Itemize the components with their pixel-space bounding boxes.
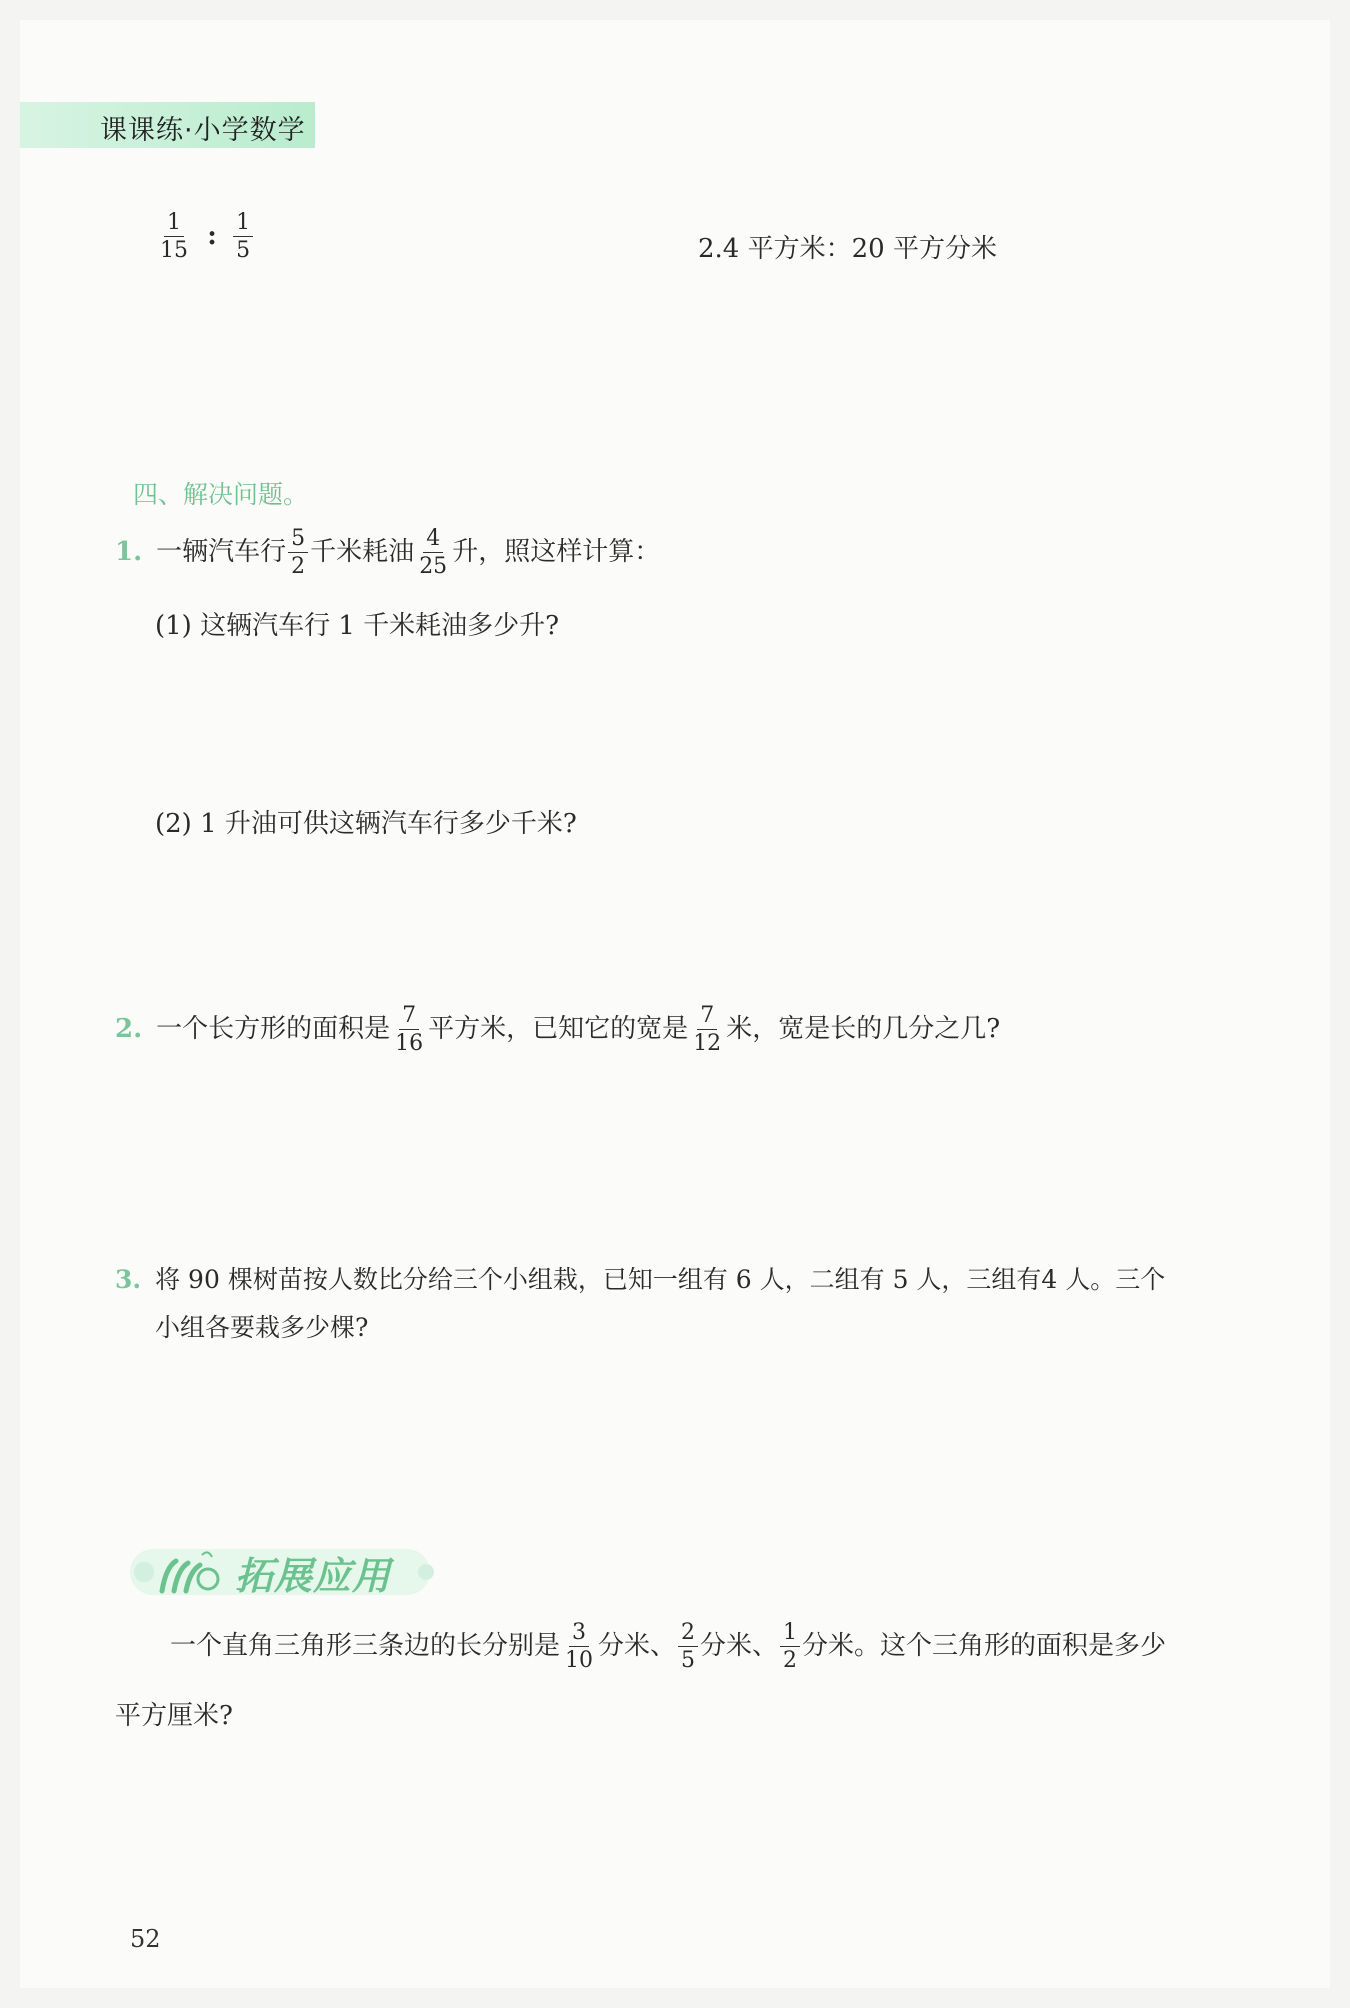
extension-title: 拓展应用 xyxy=(235,1554,392,1598)
bee-icon xyxy=(150,1547,230,1599)
fraction: $\frac{4}{25}$ xyxy=(419,526,448,579)
ratio-item-left xyxy=(155,212,255,262)
question-1-sub-2: (2) 1 升油可供这辆汽车行多少千米? xyxy=(155,809,577,839)
fraction: $\frac{1}{5}$ xyxy=(233,212,253,262)
ratio-item-right: 2.4 平方米：20 平方分米 xyxy=(698,234,997,264)
question-number: 3. xyxy=(115,1265,142,1294)
question-3-line-1: 3. 将 90 棵树苗按人数比分给三个小组栽，已知一组有 6 人，二组有 5 人，三组有4 人。三个 xyxy=(115,1265,1166,1294)
question-1-sub-1: (1) 这辆汽车行 1 千米耗油多少升? xyxy=(155,611,560,641)
fraction: $\frac{3}{10}$ xyxy=(565,1620,594,1673)
page-number: 52 xyxy=(130,1925,161,1953)
fraction: $\frac{1}{2}$ xyxy=(780,1622,800,1672)
question-3-line-2: 小组各要栽多少棵? xyxy=(155,1313,369,1342)
header-title: 课课练·小学数学 xyxy=(100,115,306,146)
workbook-page xyxy=(20,20,1330,1988)
fraction: $\frac{5}{2}$ xyxy=(288,528,308,578)
extension-badge xyxy=(130,1543,440,1601)
fraction: $\frac{7}{12}$ xyxy=(693,1003,722,1056)
fraction: $\frac{1}{15}$ xyxy=(160,210,188,263)
fraction: $\frac{2}{5}$ xyxy=(678,1622,698,1672)
ratio-separator: : xyxy=(207,221,217,251)
question-number: 1. xyxy=(115,537,143,567)
extension-problem-line-2: 平方厘米? xyxy=(115,1701,233,1731)
question-number: 2. xyxy=(115,1014,143,1044)
question-2: 2. 一个长方形的面积是 $\frac{7}{16}$ 平方米，已知它的宽是 $\frac{7}{12}$ 米，宽是长的几分之几? xyxy=(115,1003,1001,1056)
extension-problem-line-1: 一个直角三角形三条边的长分别是 $\frac{3}{10}$ 分米、 $\frac{2}{5}$ 分米、 $\frac{1}{2}$ 分米。这个三角形的面积是多少 xyxy=(170,1620,1167,1673)
question-1: 1. 一辆汽车行 $\frac{5}{2}$ 千米耗油 $\frac{4}{25}$ 升，照这样计算： xyxy=(115,526,661,579)
fraction: $\frac{7}{16}$ xyxy=(395,1003,424,1056)
section-heading: 四、解决问题。 xyxy=(133,480,309,509)
